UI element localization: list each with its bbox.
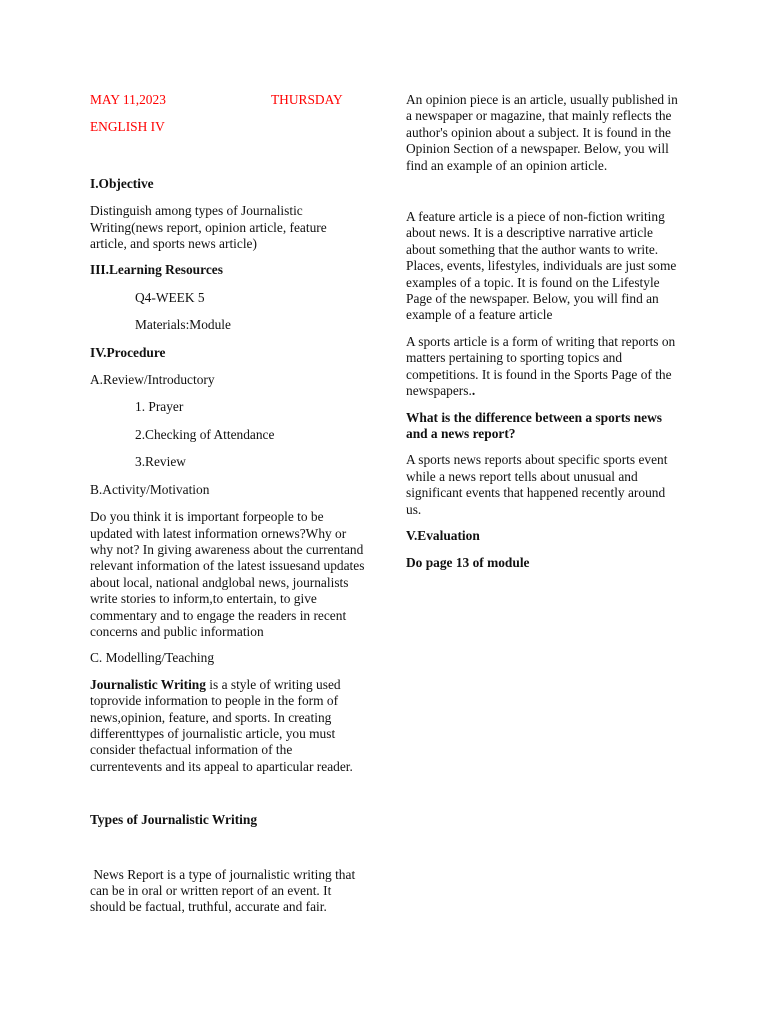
opinion-text: An opinion piece is an article, usually published in a newspaper or magazine, that mainly reflects the author's opinion about a subject. It is found in the Opinion Section of a newspaper. Below, you will find an example of an opinion article. <box>406 92 678 173</box>
subject: ENGLISH IV <box>90 119 165 135</box>
news-report-text: News Report is a type of journalistic writing that can be in oral or written report of an event. It should be factual, truthful, accurate and fair. <box>90 866 359 915</box>
sports-text-tail: . <box>471 383 476 399</box>
evaluation-text: Do page 13 of module <box>406 555 530 571</box>
resource-item: Q4-WEEK 5 <box>135 289 205 305</box>
sports-text: A sports article is a form of writing that reports on matters pertaining to sporting topics and competitions. It is found in the Sports Page of the newspapers. <box>406 333 676 399</box>
feature-text: A feature article is a piece of non-fiction writing about news. It is a descriptive narrative article about something that the author wants to write. Places, events, lifestyles, individuals are just some examples of a topic. It is found on the Lifestyle Page of the newspaper. Below, you will find an example of a feature article <box>406 209 677 323</box>
review-item: 2.Checking of Attendance <box>135 426 275 442</box>
review-item: 1. Prayer <box>135 399 184 415</box>
journalistic-writing-paragraph <box>90 677 365 775</box>
review-heading: A.Review/Introductory <box>90 372 215 388</box>
evaluation-heading: V.Evaluation <box>406 527 480 543</box>
difference-question: What is the difference between a sports news and a news report? <box>406 409 663 441</box>
left-column <box>90 92 365 926</box>
review-item: 3.Review <box>135 454 186 470</box>
date-line <box>90 92 360 108</box>
right-column <box>406 92 681 582</box>
date: MAY 11,2023 <box>90 92 166 107</box>
activity-heading: B.Activity/Motivation <box>90 481 210 497</box>
activity-text: Do you think it is important forpeople to be updated with latest information ornews?Why or why not? In giving awareness about the currentand relevant information of the latest issuesand updates about local, national andglobal news, journalists write stories to inform,to entertain, to give commentary and to engage the readers in recent concerns and public information <box>90 509 365 639</box>
journalistic-writing-text: is a style of writing used toprovide information to people in the form of news,opinion, feature, and sports. In creating differenttypes of journalistic article, you must consider thefactual information of the currentevents and its appeal to aparticular reader. <box>90 676 353 774</box>
modelling-heading: C. Modelling/Teaching <box>90 650 215 666</box>
types-heading: Types of Journalistic Writing <box>90 812 258 828</box>
sports-paragraph <box>406 334 681 400</box>
resources-heading: III.Learning Resources <box>90 262 223 278</box>
day: THURSDAY <box>271 92 343 107</box>
journalistic-writing-term: Journalistic Writing <box>90 676 206 692</box>
objective-text: Distinguish among types of Journalistic Writing(news report, opinion article, feature article, and sports news article) <box>90 203 327 252</box>
resource-item: Materials:Module <box>135 317 231 333</box>
objective-heading: I.Objective <box>90 175 154 191</box>
procedure-heading: IV.Procedure <box>90 344 166 360</box>
difference-answer: A sports news reports about specific sports event while a news report tells about unusual and significant events that happened recently around us. <box>406 452 668 517</box>
